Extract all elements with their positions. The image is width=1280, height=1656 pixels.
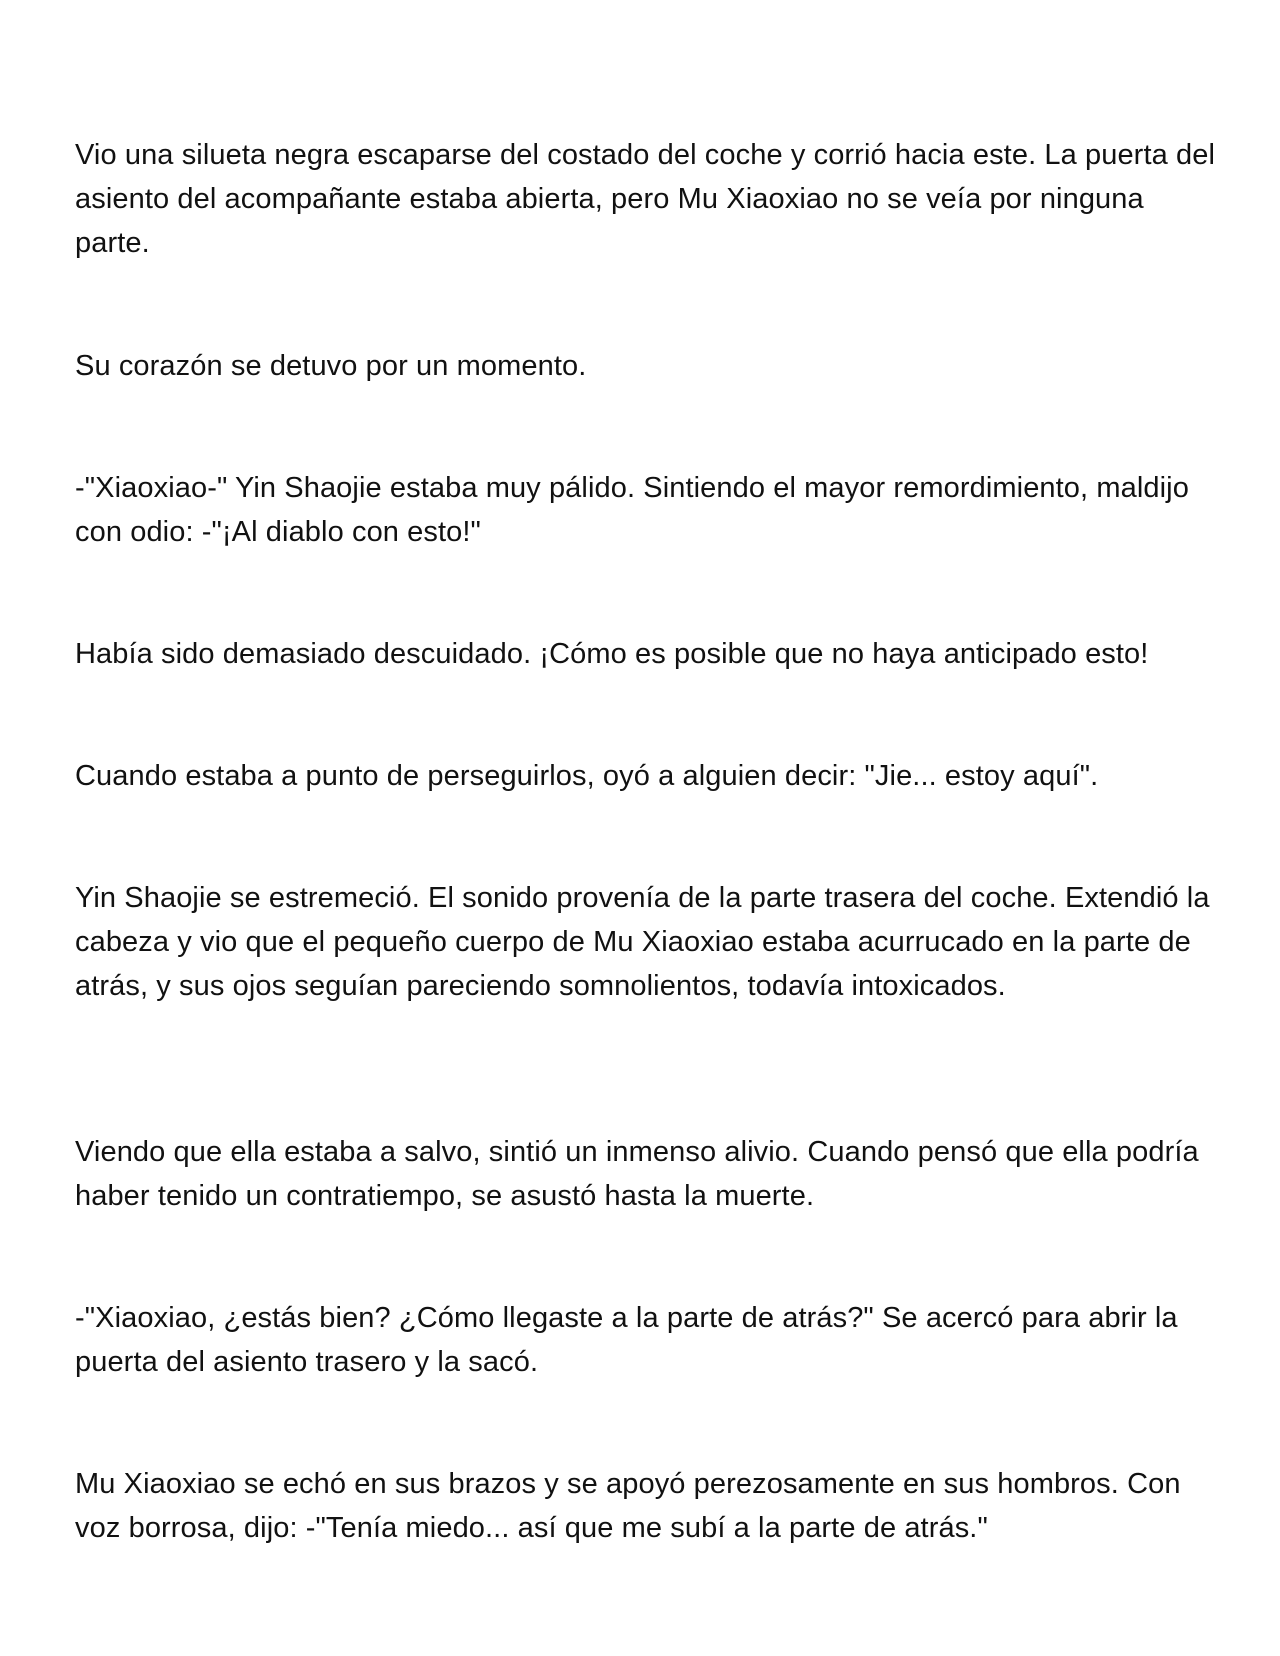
- paragraph: Había sido demasiado descuidado. ¡Cómo es posible que no haya anticipado esto!: [75, 638, 1149, 670]
- paragraph: Mu Xiaoxiao se echó en sus brazos y se apoyó perezosamente en sus hombros. Con voz borrosa, dijo: -"Tenía miedo... así que me subí a la parte de atrás.": [75, 1468, 1181, 1544]
- paragraph: Vio una silueta negra escaparse del costado del coche y corrió hacia este. La puerta del asiento del acompañante estaba abierta, pero Mu Xiaoxiao no se veía por ninguna parte.: [75, 139, 1215, 259]
- paragraph: Su corazón se detuvo por un momento.: [75, 350, 587, 382]
- paragraph: Yin Shaojie se estremeció. El sonido provenía de la parte trasera del coche. Extendió la cabeza y vio que el pequeño cuerpo de Mu Xiaoxiao estaba acurrucado en la parte de atrás, y sus ojos seguían pareciendo somnolientos, todavía intoxicados.: [75, 882, 1210, 1002]
- paragraph: Viendo que ella estaba a salvo, sintió un inmenso alivio. Cuando pensó que ella podría haber tenido un contratiempo, se asustó hasta la muerte.: [75, 1136, 1199, 1212]
- paragraph: -"Xiaoxiao-" Yin Shaojie estaba muy pálido. Sintiendo el mayor remordimiento, maldijo con odio: -"¡Al diablo con esto!": [75, 472, 1189, 548]
- paragraph: -"Xiaoxiao, ¿estás bien? ¿Cómo llegaste a la parte de atrás?" Se acercó para abrir la puerta del asiento trasero y la sacó.: [75, 1302, 1178, 1378]
- paragraph: Cuando estaba a punto de perseguirlos, oyó a alguien decir: "Jie... estoy aquí".: [75, 760, 1099, 792]
